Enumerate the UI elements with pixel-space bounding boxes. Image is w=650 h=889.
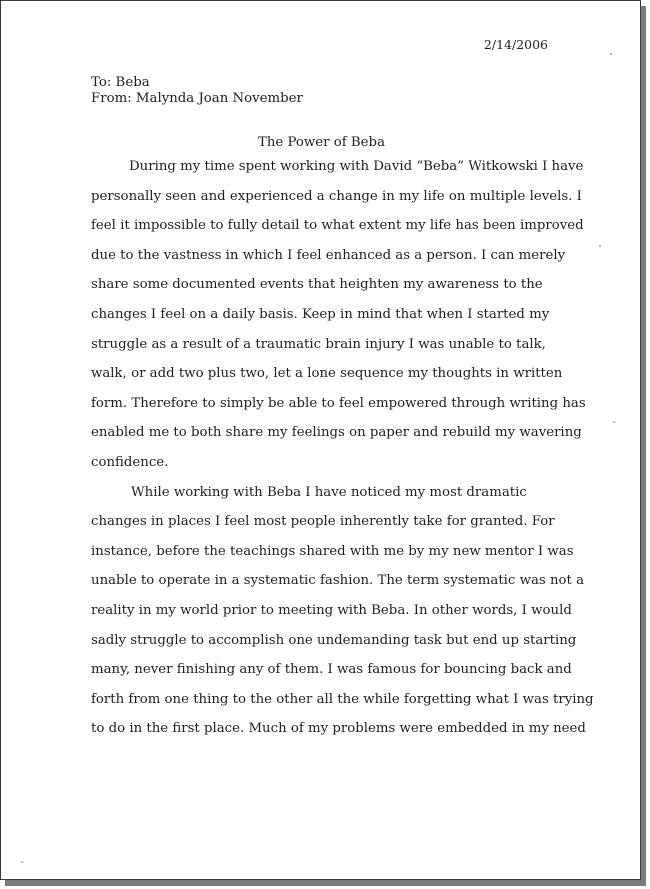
text-line: reality in my world prior to meeting with Beba. In other words, I would [91, 603, 572, 618]
text-line: unable to operate in a systematic fashion. The term systematic was not a [91, 573, 585, 589]
text-line: confidence. [91, 455, 169, 470]
text-line: to do in the first place. Much of my problems were embedded in my need [91, 721, 586, 737]
from-line: From: Malynda Joan November [91, 91, 303, 106]
text-line: form. Therefore to simply be able to feel empowered through writing has [91, 395, 586, 411]
letter-body [1, 1, 642, 881]
text-line: personally seen and experienced a change in my life on multiple levels. I [91, 188, 582, 204]
address-block [91, 75, 303, 107]
text-line: many, never finishing any of them. I was famous for bouncing back and [91, 662, 572, 678]
text-line: During my time spent working with David “Beba” Witkowski I have [129, 159, 584, 174]
text-line: due to the vastness in which I feel enhanced as a person. I can merely [91, 247, 566, 263]
text-line: While working with Beba I have noticed my most dramatic [131, 484, 527, 500]
text-line: enabled me to both share my feelings on paper and rebuild my wavering [91, 425, 582, 441]
text-line: walk, or add two plus two, let a lone sequence my thoughts in written [91, 366, 563, 382]
text-line: instance, before the teachings shared with me by my new mentor I was [91, 543, 574, 559]
text-line: struggle as a result of a traumatic brain injury I was unable to talk, [91, 336, 546, 352]
letter-date: 2/14/2006 [483, 37, 548, 52]
text-line: changes in places I feel most people inherently take for granted. For [91, 514, 555, 530]
text-line: forth from one thing to the other all the while forgetting what I was trying [91, 691, 594, 707]
to-line: To: Beba [91, 75, 150, 90]
letter-title: The Power of Beba [257, 135, 385, 150]
text-line: changes I feel on a daily basis. Keep in mind that when I started my [91, 307, 550, 322]
text-line: feel it impossible to fully detail to what extent my life has been improved [91, 218, 584, 234]
text-line: share some documented events that heighten my awareness to the [91, 277, 543, 293]
text-line: sadly struggle to accomplish one undemanding task but end up starting [91, 632, 577, 648]
